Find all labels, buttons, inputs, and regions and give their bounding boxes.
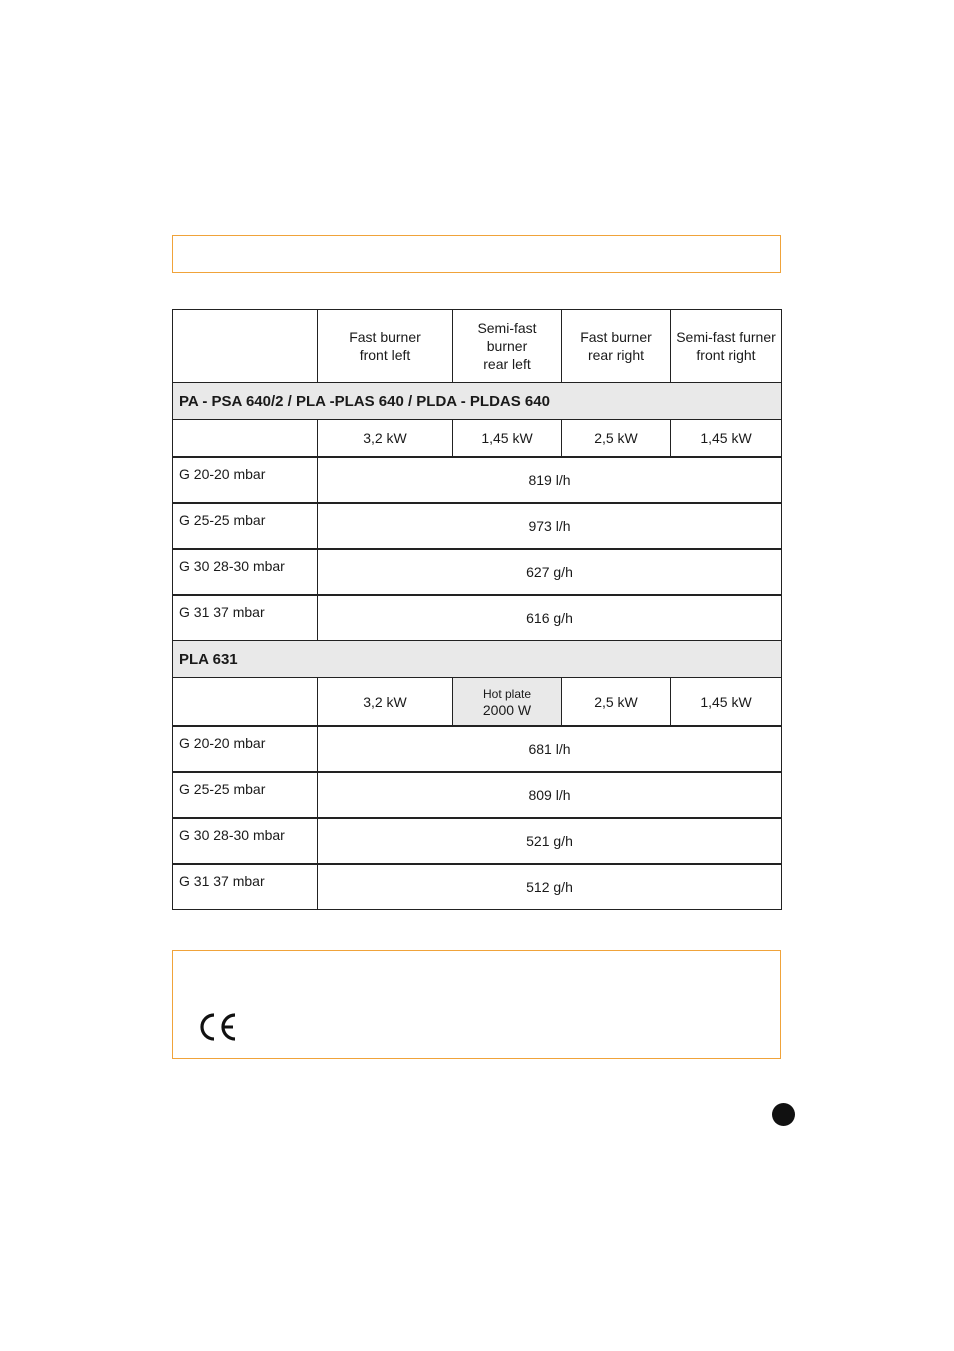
header-label: Fast burner front left (349, 329, 421, 363)
gas-type: G 30 28-30 mbar (173, 818, 318, 864)
consumption-value: 809 l/h (318, 772, 782, 818)
consumption-value: 627 g/h (318, 549, 782, 595)
burner-spec-table (172, 309, 782, 910)
gas-type: G 31 37 mbar (173, 595, 318, 641)
section-title: PLA 631 (173, 641, 782, 678)
bottom-frame (172, 950, 781, 1059)
header-fast-rear-right (562, 310, 671, 383)
consumption-value: 681 l/h (318, 726, 782, 772)
gas-type: G 20-20 mbar (173, 726, 318, 772)
consumption-value: 512 g/h (318, 864, 782, 910)
power-value: 3,2 kW (318, 420, 453, 458)
table-row (173, 549, 782, 595)
hot-plate-label: Hot plate (482, 686, 532, 701)
gas-type: G 20-20 mbar (173, 457, 318, 503)
power-row (173, 420, 782, 458)
power-label-empty (173, 678, 318, 727)
table-row (173, 772, 782, 818)
header-label: Fast burner rear right (580, 329, 652, 363)
power-value: 2,5 kW (562, 678, 671, 727)
gas-type: G 31 37 mbar (173, 864, 318, 910)
ce-mark-icon (197, 1012, 239, 1042)
table-header-row (173, 310, 782, 383)
header-label: Semi-fast burner rear left (477, 320, 537, 372)
consumption-value: 616 g/h (318, 595, 782, 641)
gas-type: G 25-25 mbar (173, 772, 318, 818)
power-row (173, 678, 782, 727)
power-value: 1,45 kW (453, 420, 562, 458)
top-frame (172, 235, 781, 273)
gas-type: G 30 28-30 mbar (173, 549, 318, 595)
page-dot-icon (772, 1103, 795, 1126)
consumption-value: 521 g/h (318, 818, 782, 864)
table-row (173, 726, 782, 772)
consumption-value: 973 l/h (318, 503, 782, 549)
table-row (173, 503, 782, 549)
consumption-value: 819 l/h (318, 457, 782, 503)
section-title-row (173, 383, 782, 420)
hot-plate-cell (453, 678, 562, 727)
hot-plate-value: 2000 W (482, 701, 532, 718)
header-fast-front-left (318, 310, 453, 383)
table-row (173, 818, 782, 864)
header-label: Semi-fast furner front right (676, 329, 776, 363)
gas-type: G 25-25 mbar (173, 503, 318, 549)
header-cell-empty (173, 310, 318, 383)
table-row (173, 864, 782, 910)
power-value: 2,5 kW (562, 420, 671, 458)
header-semi-rear-left (453, 310, 562, 383)
power-label-empty (173, 420, 318, 458)
power-value: 3,2 kW (318, 678, 453, 727)
power-value: 1,45 kW (671, 420, 782, 458)
table-row (173, 595, 782, 641)
section-title-row (173, 641, 782, 678)
power-value: 1,45 kW (671, 678, 782, 727)
section-title: PA - PSA 640/2 / PLA -PLAS 640 / PLDA - PLDAS 640 (173, 383, 782, 420)
table-row (173, 457, 782, 503)
header-semi-front-right (671, 310, 782, 383)
